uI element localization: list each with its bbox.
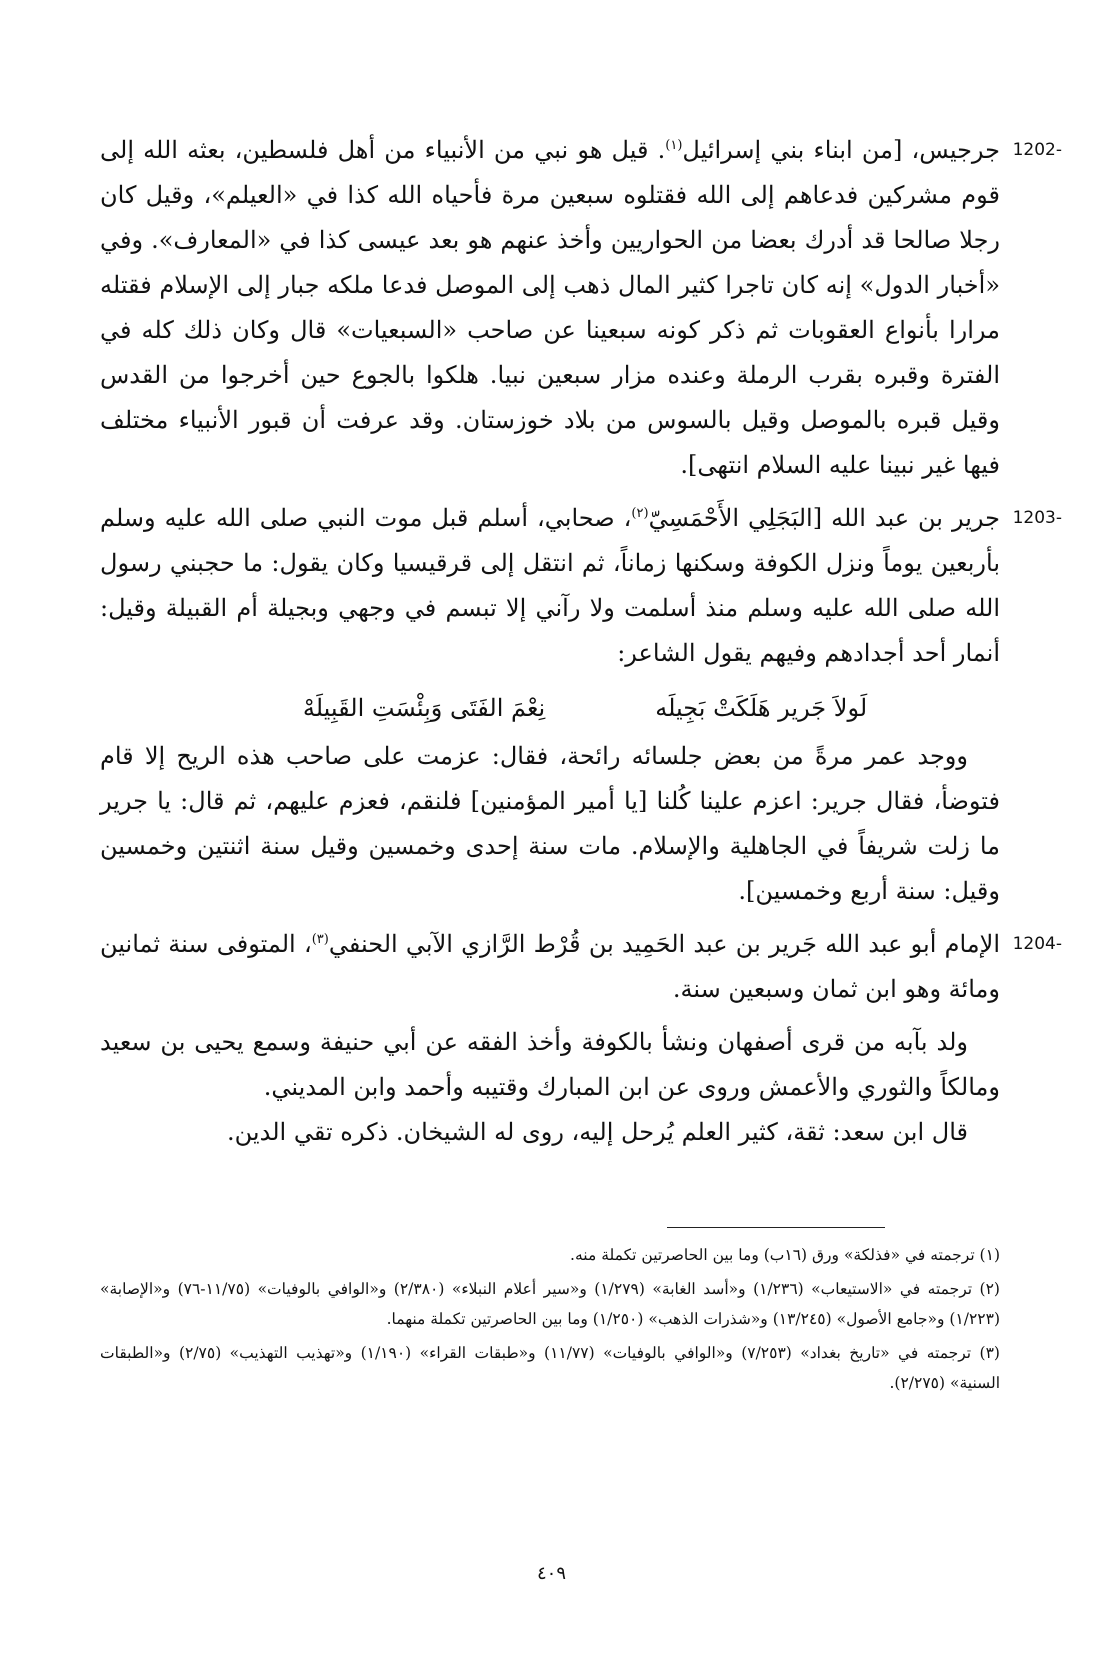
footnote-separator [667,1227,885,1228]
verse-hemistich: نِعْمَ الفَتَى وَبِئْسَتِ القَبِيلَهْ [302,694,546,722]
paragraph: ولد بآبه من قرى أصفهان ونشأ بالكوفة وأخذ الفقه عن أبي حنيفة وسمع يحيى بن سعيد ومالكاً والثوري والأعمش وروى عن ابن المبارك وقتيبه وأحمد وابن المديني. [100,1028,1000,1101]
entry-text: الإمام أبو عبد الله جَرير بن عبد الحَمِيد بن قُرْط الرَّازي الآبي الحنفي$^{(٣)}$، المتوفى سنة ثمانين ومائة وهو ابن ثمان وسبعين سنة. [100,930,1000,1003]
entry-number: 1204- [1012,934,1062,954]
entry-1204 [100,922,1062,1012]
verse-hemistich: لَولاَ جَرير هَلَكَتْ بَجِيلَه [655,694,868,722]
footnote-ref: (١) [665,138,683,153]
paragraph: قال ابن سعد: ثقة، كثير العلم يُرحل إليه، روى له الشيخان. ذكره تقي الدين. [227,1118,968,1146]
entry-number: 1203- [1012,508,1062,528]
entry-1203 [100,496,1062,676]
paragraph: ووجد عمر مرةً من بعض جلسائه رائحة، فقال: عزمت على صاحب هذه الريح إلا قام فتوضأ، فقال جرير: اعزم علينا كُلنا [يا أمير المؤمنين] فلنقم، فعزم عليهم، ثم قال: يا جرير ما زلت شريفاً في الجاهلية والإسلام. مات سنة إحدى وخمسين وقيل سنة اثنتين وخمسين وقيل: سنة أربع وخمسين]. [100,742,1001,905]
entry-number: 1202- [1012,140,1062,160]
footnote: (١) ترجمته في «فذلكة» ورق (١٦ب) وما بين الحاصرتين تكملة منه. [570,1246,1000,1264]
footnote: (٢) ترجمته في «الاستيعاب» (١/٢٣٦) و«أسد الغابة» (١/٢٧٩) و«سير أعلام النبلاء» (٢/٣٨٠) و«الوافي بالوفيات» (١١/٧٥-٧٦) و«الإصابة» (١/٢٢٣) و«جامع الأصول» (١٣/٢٤٥) و«شذرات الذهب» (١/٢٥٠) وما بين الحاصرتين تكملة منهما. [100,1280,1000,1328]
page-number: ٤٠٩ [536,1563,566,1584]
entry-text: جرير بن عبد الله [البَجَلِي الأَحْمَسِيّ$^{(٢)}$، صحابي، أسلم قبل موت النبي صلى الله عليه وسلم بأربعين يوماً ونزل الكوفة وسكنها زماناً، ثم انتقل إلى قرقيسيا وكان يقول: ما حجبني رسول الله صلى الله عليه وسلم منذ أسلمت ولا رآني إلا تبسم في وجهي وبجيلة أم القبيلة وقيل: أنمار أحد أجدادهم وفيهم يقول الشاعر: [100,504,1000,667]
footnotes [100,1240,1000,1402]
footnote-ref: (٢) [631,506,649,521]
footnote: (٣) ترجمته في «تاريخ بغداد» (٧/٢٥٣) و«الوافي بالوفيات» (١١/٧٧) و«طبقات القراء» (١/١٩٠) و«تهذيب التهذيب» (٢/٧٥) و«الطبقات السنية» (٢/٢٧٥). [100,1344,1000,1392]
footnote-ref: (٣) [311,932,329,947]
entry-1202 [100,128,1062,488]
entry-text: جرجيس، [من ابناء بني إسرائيل$^{(١)}$. قيل هو نبي من الأنبياء من أهل فلسطين، بعثه الله إلى قوم مشركين فدعاهم إلى الله فقتلوه سبعين مرة فأحياه الله كذا في «العيلم»، وقيل كان رجلا صالحا قد أدرك بعضا من الحواريين وأخذ عنهم هو بعد عيسى كذا في «المعارف». وفي «أخبار الدول» إنه كان تاجرا كثير المال ذهب إلى الموصل فدعا ملكه جبار إلى الإسلام فقتله مرارا بأنواع العقوبات ثم ذكر كونه سبعينا عن صاحب «السبعيات» قال وكان ذلك كله في الفترة وقبره بقرب الرملة وعنده مزار سبعين نبيا. هلكوا بالجوع حين أخرجوا من القدس وقيل قبره بالموصل وقيل بالسوس من بلاد خوزستان. وقد عرفت أن قبور الأنبياء مختلف فيها غير نبينا عليه السلام انتهى]. [100,136,1001,479]
poetry-verse [100,684,1000,732]
page-body [100,128,1062,1155]
